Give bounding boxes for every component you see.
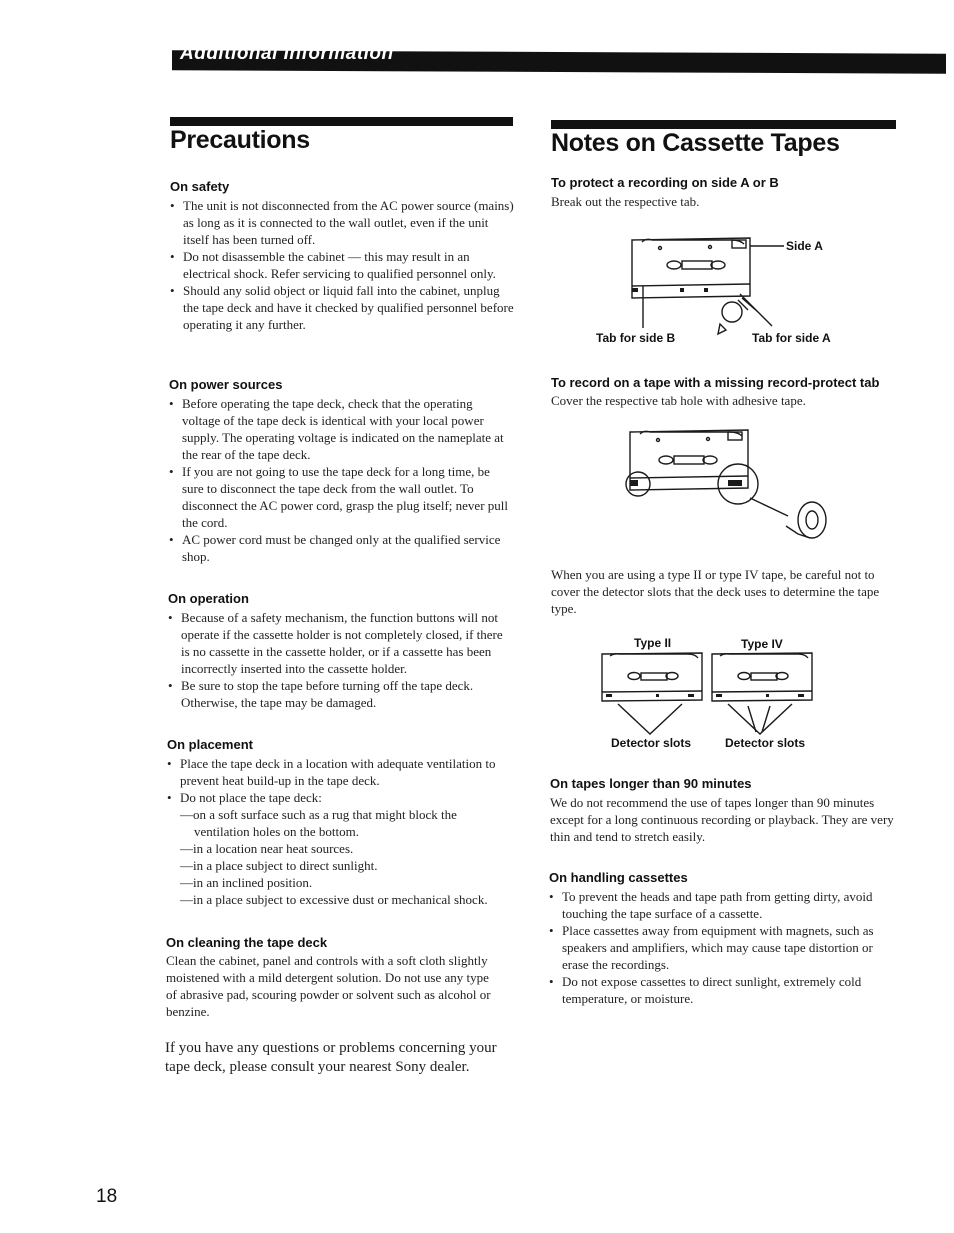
list-item: • AC power cord must be changed only at the qualified service shop. [169,531,514,565]
placement-intro: Do not place the tape deck: [180,790,322,805]
precautions-rule [170,117,513,126]
list-item: • The unit is not disconnected from the AC power source (mains) as long as it is connected to the wall outlet, even if the unit itself has been turned off. [170,197,515,248]
on-placement-heading: On placement [167,737,253,752]
detector-slots-label-iv: Detector slots [725,736,806,750]
list-item: • Before operating the tape deck, check that the operating voltage of the tape deck is identical with your local power supply. The operating voltage is indicated on the nameplate at the rear of the tape deck. [169,395,514,463]
handling-list [549,888,894,1007]
longer-tapes-heading: On tapes longer than 90 minutes [550,776,752,791]
sub-item: — in a place subject to excessive dust or mechanical shock. [180,891,515,908]
on-safety-heading: On safety [170,179,230,194]
cleaning-text: Clean the cabinet, panel and controls with a soft cloth slightly moistened with a mild detergent solution. Do not use any type of abrasive pad, scouring powder or solvent such as alcohol or benzine. [166,953,491,1019]
sub-item: — in a location near heat sources. [180,840,515,857]
list-item: • If you are not going to use the tape deck for a long time, be sure to disconnect the tape deck from the wall outlet. To disconnect the AC power cord, grasp the plug itself; never pull the cord. [169,463,514,531]
list-item: • Place the tape deck in a location with adequate ventilation to prevent heat build-up in the tape deck. [167,755,515,789]
handling-heading: On handling cassettes [549,870,688,885]
detector-note: When you are using a type II or type IV tape, be careful not to cover the detector slots that the deck uses to determine the tape type. [551,567,880,616]
detector-slots-label-ii: Detector slots [611,736,692,750]
list-item: • Be sure to stop the tape before turning off the tape deck. Otherwise, the tape may be damaged. [168,677,513,711]
list-item: • Do not disassemble the cabinet — this may result in an electrical shock. Refer servicing to qualified personnel only. [170,248,515,282]
section-header-label: Additional Information [180,43,394,64]
record-heading: To record on a tape with a missing record-protect tab [551,375,880,390]
closing-note: If you have any questions or problems concerning your tape deck, please consult your nearest Sony dealer. [165,1040,497,1075]
precautions-title: Precautions [170,126,310,154]
on-cleaning-heading: On cleaning the tape deck [166,935,328,950]
adhesive-tape-illustration [610,420,850,550]
safety-list [170,197,515,333]
side-a-label: Side A [786,239,823,253]
list-item: • Because of a safety mechanism, the function buttons will not operate if the cassette holder is not completely closed, if there is no cassette in the cassette holder, or if a cassette has been incorrectly inserted into the cassette holder. [168,609,513,677]
page-number: 18 [96,1186,118,1207]
tab-side-a-label: Tab for side A [752,331,831,345]
list-item [167,789,515,908]
on-operation-heading: On operation [168,591,249,606]
list-item: • To prevent the heads and tape path from getting dirty, avoid touching the tape surface of a cassette. [549,888,894,922]
sub-item: — in a place subject to direct sunlight. [180,857,515,874]
on-power-sources-heading: On power sources [169,377,283,392]
record-text: Cover the respective tab hole with adhesive tape. [551,393,806,408]
list-item: • Do not expose cassettes to direct sunlight, extremely cold temperature, or moisture. [549,973,894,1007]
type-ii-label: Type II [634,636,672,650]
type-iv-label: Type IV [741,637,783,651]
tape-type-illustration [598,650,818,740]
longer-tapes-text: We do not recommend the use of tapes longer than 90 minutes except for a long continuous recording or playback. They are very thin and tend to stretch easily. [550,795,894,844]
placement-list [167,755,515,908]
protect-heading: To protect a recording on side A or B [551,175,779,190]
power-list [169,395,514,565]
protect-text: Break out the respective tab. [551,194,700,209]
list-item: • Place cassettes away from equipment with magnets, such as speakers and amplifiers, which may cause tape distortion or erase the recordings. [549,922,894,973]
notes-title: Notes on Cassette Tapes [551,129,840,157]
operation-list [168,609,513,711]
sub-item: — on a soft surface such as a rug that might block the ventilation holes on the bottom. [180,806,515,840]
tab-side-b-label: Tab for side B [596,331,676,345]
sub-item: — in an inclined position. [180,874,515,891]
list-item: • Should any solid object or liquid fall into the cabinet, unplug the tape deck and have it checked by qualified personnel before operating it any further. [170,282,515,333]
notes-rule [551,120,896,129]
